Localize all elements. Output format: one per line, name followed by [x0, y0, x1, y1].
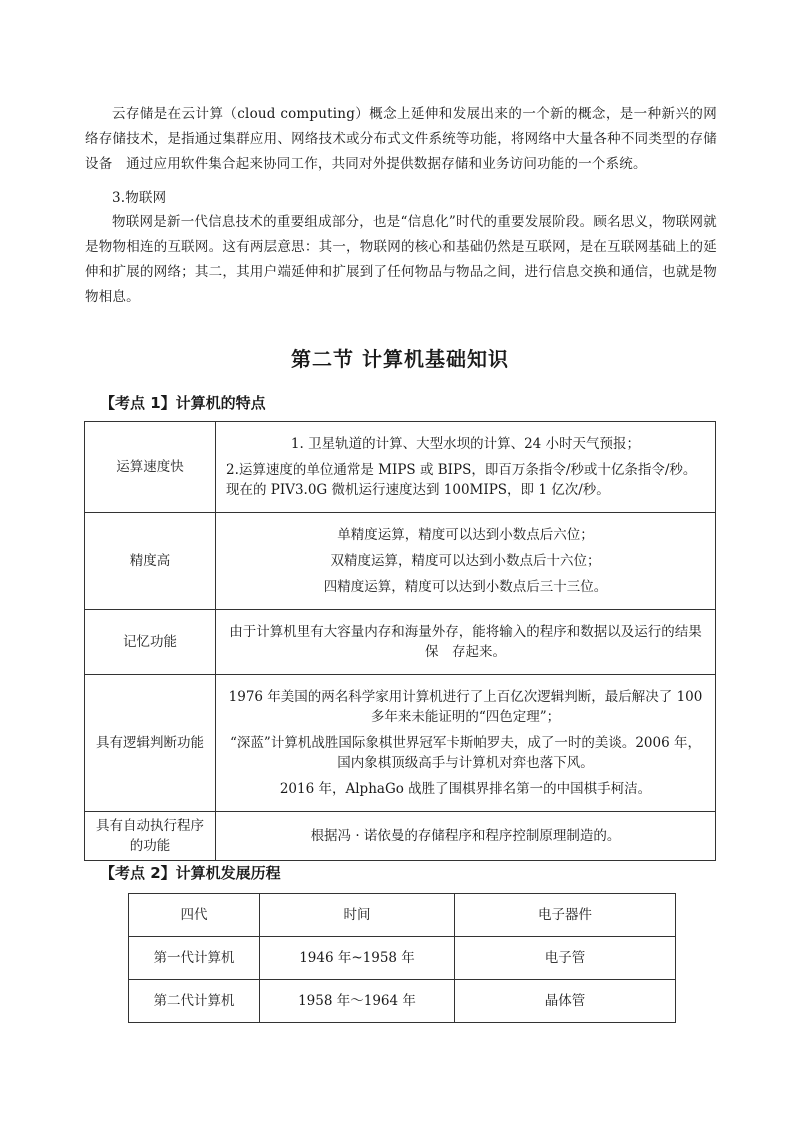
feature-cell: 运算速度快 — [85, 422, 216, 513]
table-row — [85, 422, 716, 513]
generation-cell: 第一代计算机 — [129, 937, 260, 980]
description-line: 2.运算速度的单位通常是 MIPS 或 BIPS，即百万条指令/秒或十亿条指令/秒。现在的 PIV3.0G 微机运行速度达到 100MIPS，即 1 亿次/秒。 — [226, 462, 697, 498]
kaodian-2-title: 【考点 2】计算机发展历程 — [100, 864, 281, 882]
description-line: 根据冯 · 诺依曼的存储程序和程序控制原理制造的。 — [310, 828, 621, 844]
description-line: 双精度运算，精度可以达到小数点后十六位； — [330, 553, 601, 569]
description-cell — [216, 675, 716, 812]
column-header: 四代 — [129, 894, 260, 937]
description-cell — [216, 812, 716, 861]
column-header: 电子器件 — [455, 894, 676, 937]
period-cell: 1958 年～1964 年 — [260, 980, 455, 1023]
table-row — [129, 937, 676, 980]
period-cell: 1946 年~1958 年 — [260, 937, 455, 980]
computer-features-table — [84, 421, 716, 861]
table-header-row — [129, 894, 676, 937]
table-row — [85, 812, 716, 861]
description-line: 1976 年美国的两名科学家用计算机进行了上百亿次逻辑判断，最后解决了 100 多年来未能证明的“四色定理”； — [228, 689, 703, 725]
description-line: 四精度运算，精度可以达到小数点后三十三位。 — [323, 579, 608, 595]
computer-generations-table — [128, 893, 676, 1023]
description-line: 1. 卫星轨道的计算、大型水坝的计算、24 小时天气预报； — [290, 436, 641, 452]
table-row — [85, 513, 716, 610]
generation-cell: 第二代计算机 — [129, 980, 260, 1023]
section-title: 第二节 计算机基础知识 — [291, 347, 509, 371]
feature-cell: 精度高 — [85, 513, 216, 610]
description-cell — [216, 610, 716, 675]
component-cell: 电子管 — [455, 937, 676, 980]
description-line: 由于计算机里有大容量内存和海量外存，能将输入的程序和数据以及运行的结果保 存起来。 — [229, 624, 702, 660]
component-cell: 晶体管 — [455, 980, 676, 1023]
table-row — [129, 980, 676, 1023]
description-line: 单精度运算，精度可以达到小数点后六位； — [337, 527, 594, 543]
column-header: 时间 — [260, 894, 455, 937]
cloud-storage-paragraph: 云存储是在云计算（cloud computing）概念上延伸和发展出来的一个新的概念，是一种新兴的网络存储技术，是指通过集群应用、网络技术或分布式文件系统等功能，将网络中大量各种不同类型的存储设备 通过应用软件集合起来协同工作，共同对外提供数据存储和业务访问功能的一个系统。 — [85, 106, 717, 172]
iot-paragraph: 物联网是新一代信息技术的重要组成部分，也是“信息化”时代的重要发展阶段。顾名思义，物联网就是物物相连的互联网。这有两层意思：其一，物联网的核心和基础仍然是互联网，是在互联网基础上的延 伸和扩展的网络；其二，其用户端延伸和扩展到了任何物品与物品之间，进行信息交换和通信，也就是物 物相息。 — [85, 214, 731, 305]
kaodian-1-title: 【考点 1】计算机的特点 — [100, 394, 266, 412]
feature-cell: 记忆功能 — [85, 610, 216, 675]
feature-cell: 具有自动执行程序的功能 — [85, 812, 216, 861]
description-line: “深蓝”计算机战胜国际象棋世界冠军卡斯帕罗夫，成了一时的美谈。2006 年，国内象棋顶级高手与计算机对弈也落下风。 — [230, 735, 701, 771]
table-row — [85, 610, 716, 675]
description-line: 2016 年，AlphaGo 战胜了围棋界排名第一的中国棋手柯洁。 — [279, 781, 652, 797]
description-cell — [216, 513, 716, 610]
table-row — [85, 675, 716, 812]
iot-heading: 3.物联网 — [112, 190, 167, 206]
feature-cell: 具有逻辑判断功能 — [85, 675, 216, 812]
description-cell — [216, 422, 716, 513]
